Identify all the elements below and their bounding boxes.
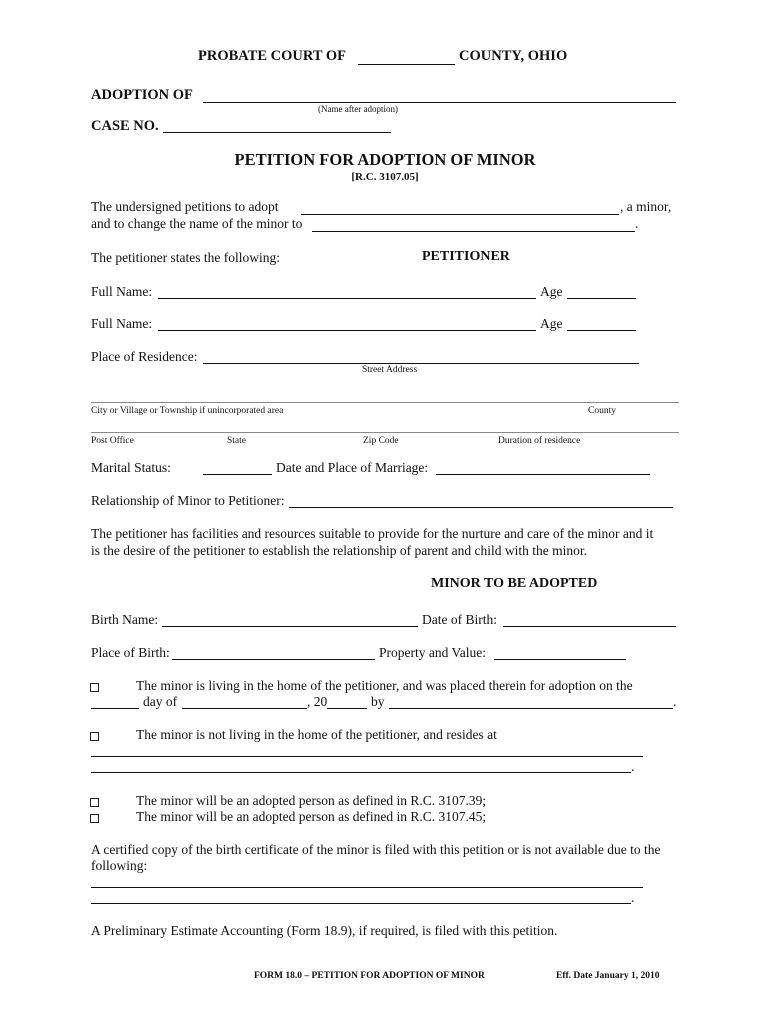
by-text: by xyxy=(371,694,385,709)
birth-name-field[interactable] xyxy=(162,626,418,627)
footer-effective-date: Eff. Date January 1, 2010 xyxy=(556,971,660,981)
placed-by-field[interactable] xyxy=(389,708,673,709)
place-of-birth-field[interactable] xyxy=(172,659,375,660)
relationship-field[interactable] xyxy=(289,507,673,508)
certificate-reason-field-1[interactable] xyxy=(91,887,643,888)
case-no-field[interactable] xyxy=(163,132,391,133)
city-caption: City or Village or Township if unincorporated area xyxy=(91,406,284,416)
living-in-home-checkbox[interactable] xyxy=(90,683,99,692)
adopted-3107-45-checkbox[interactable] xyxy=(90,814,99,823)
marital-status-label: Marital Status: xyxy=(91,460,171,475)
property-value-field[interactable] xyxy=(494,659,626,660)
petition-text: The undersigned petitions to adopt xyxy=(91,199,279,214)
duration-caption: Duration of residence xyxy=(498,436,581,446)
city-county-field[interactable] xyxy=(91,402,679,403)
petitioner-heading: PETITIONER xyxy=(422,249,510,264)
footer-form-label: FORM 18.0 – PETITION FOR ADOPTION OF MINOR xyxy=(254,971,485,981)
certificate-line-1: A certified copy of the birth certificate of the minor is filed with this petition or is not available due to the xyxy=(91,842,661,857)
adopted-3107-45-text: The minor will be an adopted person as defined in R.C. 3107.45; xyxy=(136,809,487,824)
adoption-of-label: ADOPTION OF xyxy=(91,87,193,103)
property-value-label: Property and Value: xyxy=(379,645,486,660)
date-of-birth-label: Date of Birth: xyxy=(422,612,497,627)
resides-at-field-1[interactable] xyxy=(91,756,643,757)
resides-at-field-2[interactable] xyxy=(91,772,631,773)
place-of-birth-label: Place of Birth: xyxy=(91,645,170,660)
day-of-text: day of xyxy=(143,694,178,709)
adoptee-name-field[interactable] xyxy=(301,214,619,215)
county-name-field[interactable] xyxy=(358,64,455,65)
full-name-label-1: Full Name: xyxy=(91,284,153,299)
age-label-2: Age xyxy=(540,316,563,331)
date-of-birth-field[interactable] xyxy=(503,626,676,627)
marital-status-field[interactable] xyxy=(203,474,272,475)
full-name-label-2: Full Name: xyxy=(91,316,153,331)
full-name-field-1[interactable] xyxy=(158,298,536,299)
age-field-1[interactable] xyxy=(567,298,636,299)
placement-year-field[interactable] xyxy=(327,708,367,709)
adopted-3107-39-text: The minor will be an adopted person as defined in R.C. 3107.39; xyxy=(136,793,487,808)
living-line-1: The minor is living in the home of the petitioner, and was placed therein for adoption on the xyxy=(136,678,633,693)
a-minor-text: , a minor, xyxy=(620,199,672,214)
street-address-field[interactable] xyxy=(203,363,639,364)
not-living-checkbox[interactable] xyxy=(90,732,99,741)
case-no-label: CASE NO. xyxy=(91,118,159,134)
page-title: PETITION FOR ADOPTION OF MINOR xyxy=(234,150,536,169)
certificate-line-2: following: xyxy=(91,858,148,873)
state-caption: State xyxy=(227,436,246,446)
not-living-text: The minor is not living in the home of the petitioner, and resides at xyxy=(136,727,497,742)
street-address-caption: Street Address xyxy=(362,365,418,375)
post-office-caption: Post Office xyxy=(91,436,134,446)
full-name-field-2[interactable] xyxy=(158,330,536,331)
birth-name-label: Birth Name: xyxy=(91,612,159,627)
post-office-field[interactable] xyxy=(91,432,679,433)
states-following-text: The petitioner states the following: xyxy=(91,250,280,265)
county-caption: County xyxy=(588,406,616,416)
change-name-text: and to change the name of the minor to xyxy=(91,216,303,231)
facilities-line-1: The petitioner has facilities and resources suitable to provide for the nurture and care of the minor and it xyxy=(91,526,654,541)
facilities-line-2: is the desire of the petitioner to establish the relationship of parent and child with the minor. xyxy=(91,543,588,558)
certificate-period: . xyxy=(631,890,635,905)
age-field-2[interactable] xyxy=(567,330,636,331)
age-label-1: Age xyxy=(540,284,563,299)
placement-day-field[interactable] xyxy=(91,708,139,709)
resides-period: . xyxy=(631,759,635,774)
certificate-reason-field-2[interactable] xyxy=(91,903,631,904)
court-suffix: COUNTY, OHIO xyxy=(459,48,568,64)
name-after-adoption-caption: (Name after adoption) xyxy=(318,104,398,114)
marriage-field[interactable] xyxy=(436,474,650,475)
accounting-text: A Preliminary Estimate Accounting (Form 18.9), if required, is filed with this petition. xyxy=(91,923,558,938)
adopted-3107-39-checkbox[interactable] xyxy=(90,798,99,807)
minor-heading: MINOR TO BE ADOPTED xyxy=(431,576,598,591)
adoption-name-field[interactable] xyxy=(203,102,676,103)
intro-period: . xyxy=(635,216,639,231)
court-prefix: PROBATE COURT OF xyxy=(198,48,346,64)
marriage-label: Date and Place of Marriage: xyxy=(276,460,429,475)
statute-reference: [R.C. 3107.05] xyxy=(351,171,419,183)
zip-caption: Zip Code xyxy=(363,436,399,446)
placement-month-field[interactable] xyxy=(182,708,307,709)
year-prefix-text: , 20 xyxy=(307,694,328,709)
residence-label: Place of Residence: xyxy=(91,349,198,364)
living-period: . xyxy=(673,694,677,709)
new-name-field[interactable] xyxy=(312,231,635,232)
relationship-label: Relationship of Minor to Petitioner: xyxy=(91,493,285,508)
